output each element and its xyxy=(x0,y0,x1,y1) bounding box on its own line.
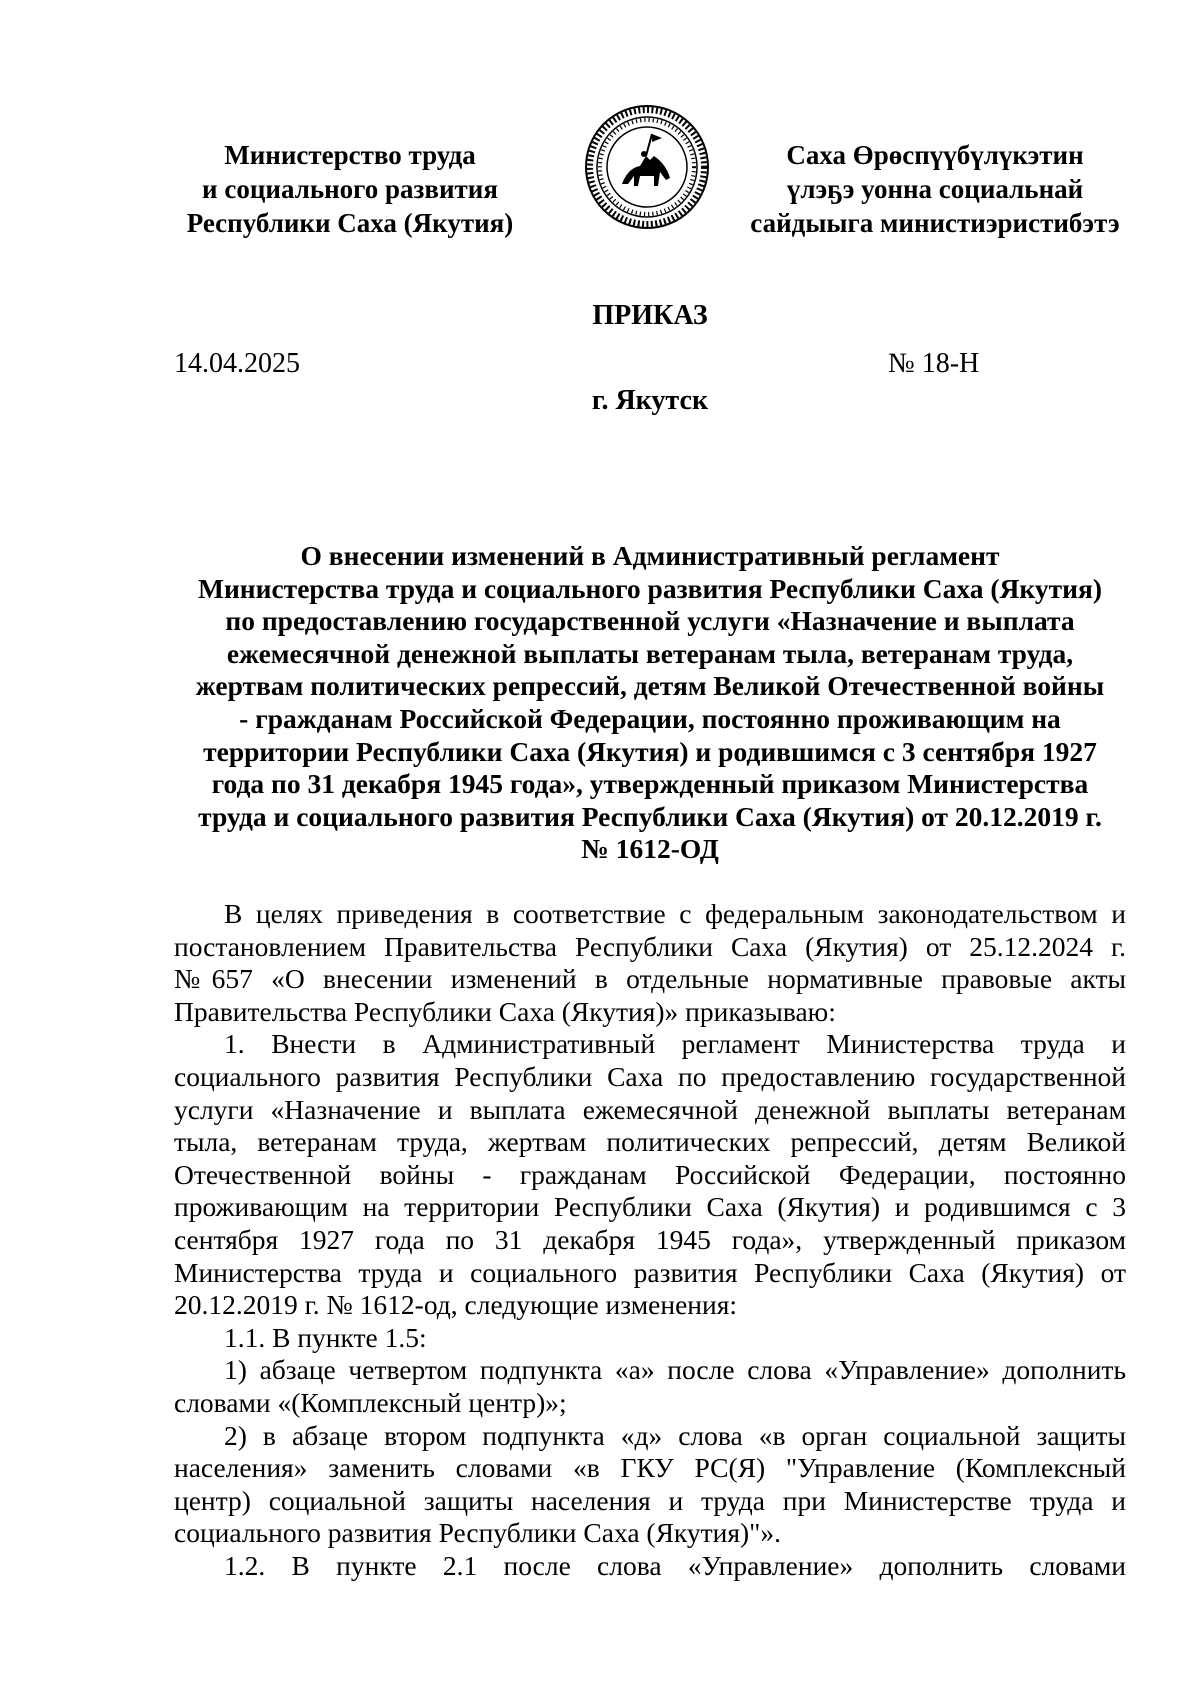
ministry-name-yakut xyxy=(735,138,1135,240)
body-line: 1.2. В пункте 2.1 после слова «Управление» дополнить словами xyxy=(224,1549,1126,1581)
subject-line: года по 31 декабря 1945 года», утвержденный приказом Министерства xyxy=(211,768,1089,800)
body-line: 1. Внести в Административный регламент Министерства труда и xyxy=(224,1028,1126,1060)
body-line: Министерства труда и социального развития Республики Саха (Якутия) от xyxy=(174,1256,1126,1288)
subject-line: - гражданам Российской Федерации, постоянно проживающим на xyxy=(239,702,1061,734)
body-line: услуги «Назначение и выплата ежемесячной денежной выплаты ветеранам xyxy=(174,1093,1126,1125)
order-body xyxy=(174,898,1126,1582)
coat-of-arms-emblem xyxy=(584,104,710,230)
subitem-2-paragraph xyxy=(174,1420,1126,1550)
subject-line: № 1612-ОД xyxy=(581,833,719,865)
ministry-name-line: үлэҕэ уонна социальнай xyxy=(786,174,1084,204)
body-line: 2) в абзаце втором подпункта «д» слова «в орган социальной защиты xyxy=(224,1419,1126,1451)
subitem-1-paragraph xyxy=(174,1354,1126,1419)
body-line: сентября 1927 года по 31 декабря 1945 года», утвержденный приказом xyxy=(174,1223,1126,1255)
body-line: населения» заменить словами «в ГКУ РС(Я) "Управление (Комплексный xyxy=(174,1452,1126,1484)
ministry-name-russian xyxy=(150,138,550,240)
order-date: 14.04.2025 xyxy=(174,348,300,379)
body-line: В целях приведения в соответствие с федеральным законодательством и xyxy=(224,898,1126,929)
body-line: социального развития Республики Саха по предоставлению государственной xyxy=(174,1060,1126,1092)
body-line: 1.1. В пункте 1.5: xyxy=(224,1321,427,1353)
body-line: тыла, ветеранам труда, жертвам политических репрессий, детям Великой xyxy=(174,1126,1126,1158)
preamble-paragraph xyxy=(174,898,1126,1028)
ministry-name-line: Саха Өрөспүүбүлүкэтин xyxy=(786,140,1084,170)
body-line: Правительства Республики Саха (Якутия)» приказываю: xyxy=(174,995,836,1027)
body-line: 20.12.2019 г. № 1612-од, следующие изменения: xyxy=(174,1289,737,1321)
body-line: словами «(Комплексный центр)»; xyxy=(174,1386,567,1418)
ministry-name-line: Министерство труда xyxy=(224,140,476,170)
subject-line: по предоставлению государственной услуги «Назначение и выплата xyxy=(225,605,1075,637)
body-line: 1) абзаце четвертом подпункта «а» после слова «Управление» дополнить xyxy=(224,1354,1126,1386)
item-1-2-paragraph xyxy=(174,1550,1126,1583)
subject-line: жертвам политических репрессий, детям Великой Отечественной войны xyxy=(195,670,1105,702)
ministry-name-line: Республики Саха (Якутия) xyxy=(186,208,514,238)
body-line: центр) социальной защиты населения и труда при Министерстве труда и xyxy=(174,1484,1126,1516)
order-number: № 18-Н xyxy=(888,348,980,379)
body-line: социального развития Республики Саха (Якутия)"». xyxy=(174,1517,782,1549)
order-city: г. Якутск xyxy=(591,385,709,416)
body-line: постановлением Правительства Республики Саха (Якутия) от 25.12.2024 г. xyxy=(174,930,1126,962)
body-line: №657 «О внесении изменений в отдельные нормативные правовые акты xyxy=(174,963,1126,995)
body-line: проживающим на территории Республики Саха (Якутия) и родившимся с 3 xyxy=(174,1191,1126,1223)
subject-line: Министерства труда и социального развития Республики Саха (Якутия) xyxy=(197,572,1103,604)
body-line: Отечественной войны - гражданам Российской Федерации, постоянно xyxy=(174,1158,1126,1190)
order-title: ПРИКАЗ xyxy=(592,300,708,331)
subject-line: территории Республики Саха (Якутия) и родившимся с 3 сентября 1927 xyxy=(203,735,1097,767)
ministry-name-line: и социального развития xyxy=(202,174,498,204)
subject-line: ежемесячной денежной выплаты ветеранам тыла, ветеранам труда, xyxy=(226,637,1074,669)
subject-line: труда и социального развития Республики Саха (Якутия) от 20.12.2019 г. xyxy=(198,800,1102,832)
ministry-name-line: сайдыыга министиэристибэтэ xyxy=(750,208,1120,238)
subject-line: О внесении изменений в Административный регламент xyxy=(300,540,1000,571)
order-subject xyxy=(174,540,1126,866)
item-1-paragraph xyxy=(174,1028,1126,1321)
item-1-1-paragraph xyxy=(174,1322,1126,1355)
